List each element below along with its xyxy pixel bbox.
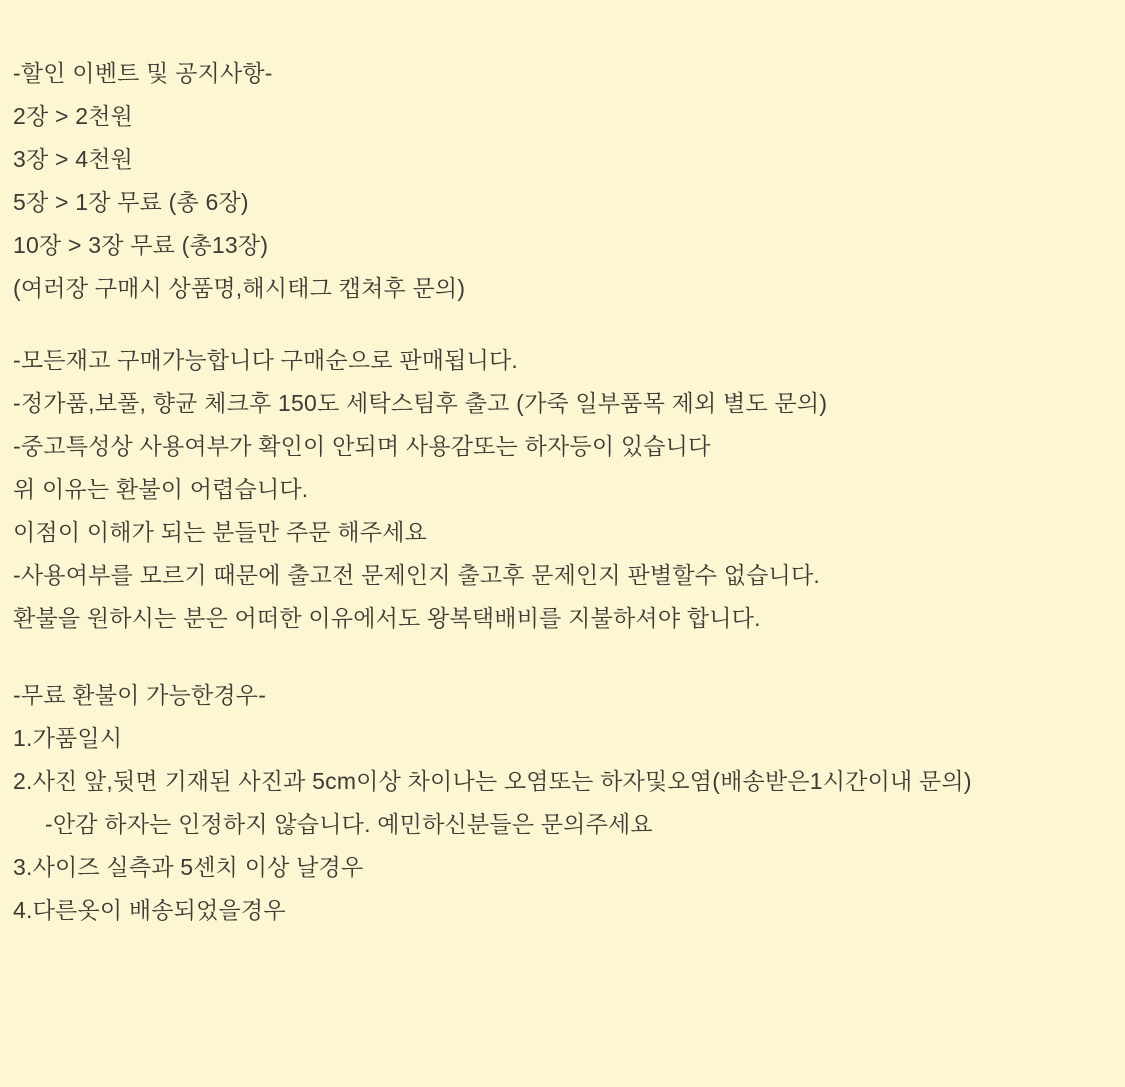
discount-tier-5: 5장 > 1장 무료 (총 6장) (13, 189, 249, 215)
policy-section (13, 339, 1115, 640)
refund-case-2: 2.사진 앞,뒷면 기재된 사진과 5cm이상 차이나는 오염또는 하자및오염(배송받은1시간이내 문의) (13, 768, 972, 794)
policy-stock-note: -모든재고 구매가능합니다 구매순으로 판매됩니다. (13, 347, 518, 373)
refund-case-3: 3.사이즈 실측과 5센치 이상 날경우 (13, 854, 364, 880)
discount-bulk-inquiry-note: (여러장 구매시 상품명,해시태그 캡쳐후 문의) (13, 275, 466, 301)
refund-section-title: -무료 환불이 가능한경우- (13, 682, 267, 708)
discount-tier-2: 2장 > 2천원 (13, 103, 134, 129)
policy-refund-difficulty-note: 위 이유는 환불이 어렵습니다. (13, 476, 309, 502)
refund-section (13, 674, 1115, 932)
policy-usage-unknown-note: -사용여부를 모르기 때문에 출고전 문제인지 출고후 문제인지 판별할수 없습니다. (13, 562, 820, 588)
policy-return-shipping-note: 환불을 원하시는 분은 어떠한 이유에서도 왕복택배비를 지불하셔야 합니다. (13, 605, 761, 631)
discount-tier-3: 3장 > 4천원 (13, 146, 134, 172)
discount-section-title: -할인 이벤트 및 공지사항- (13, 60, 273, 86)
refund-case-2-lining-note: -안감 하자는 인정하지 않습니다. 예민하신분들은 문의주세요 (45, 811, 653, 837)
policy-cleaning-note: -정가품,보풀, 향균 체크후 150도 세탁스팀후 출고 (가죽 일부품목 제외 별도 문의) (13, 390, 828, 416)
discount-section (13, 52, 1115, 310)
policy-order-agreement-note: 이점이 이해가 되는 분들만 주문 해주세요 (13, 519, 428, 545)
refund-case-1: 1.가품일시 (13, 725, 123, 751)
policy-used-condition-note: -중고특성상 사용여부가 확인이 안되며 사용감또는 하자등이 있습니다 (13, 433, 711, 459)
refund-case-4: 4.다른옷이 배송되었을경우 (13, 897, 286, 923)
discount-tier-10: 10장 > 3장 무료 (총13장) (13, 232, 269, 258)
